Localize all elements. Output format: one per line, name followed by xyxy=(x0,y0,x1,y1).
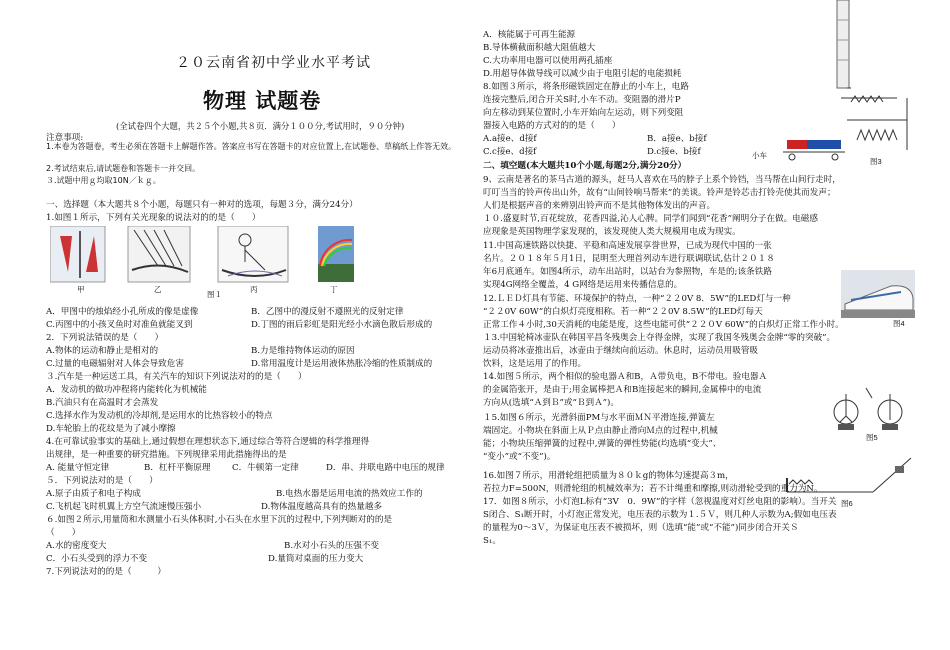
figure-1-drawing xyxy=(50,226,354,298)
q6-option-d: D.量筒对桌面的压力变大 xyxy=(268,554,364,564)
fig1-label-ding: 丁 xyxy=(330,285,338,294)
q10-line-2: 应现象是英国物理学家发现的，该发现使人类大规模用电成为现实。 xyxy=(483,227,741,237)
figure-4 xyxy=(841,270,915,328)
q1-stem: 1.如图１所示，下列有关光现象的说法对的的是（ ） xyxy=(46,213,261,223)
figure-1 xyxy=(50,226,354,298)
section1-heading: 一、选择题（本大题共８个小题，每题只有一种对的选项，每题３分，满分24分） xyxy=(46,200,358,210)
q14-line-1: 14.如图５所示，两个相似的验电器Ａ和B，Ａ带负电，B不带电。验电器Ａ xyxy=(483,372,768,382)
q8-option-c: C.c接e、d接f xyxy=(483,147,537,157)
q12-line-2: “２２0V 60W”的白炽灯亮度相称。若一种“２２0V 8.5W”的LED灯每天 xyxy=(483,307,763,317)
note-1: 1.本卷为答题卷，考生必须在答题卡上解题作答。答案应书写在答题卡的对应位置上,在试题卷、草稿纸上作答无效。 xyxy=(46,142,457,151)
q17-line-1: 17．如图８所示，小灯泡L标有“3V 0．9W”的字样（忽视温度对灯丝电阻的影响）。当开关 xyxy=(483,497,837,507)
q7-option-b: B.导体横截面积越大阻值越大 xyxy=(483,43,596,53)
q9-line-3: 人们是根据声音的来辨别出铃声而不是其他物体发出的声音。 xyxy=(483,201,716,211)
exam-title: ２０云南省初中学业水平考试 xyxy=(176,55,371,71)
q3-option-c: C.选择水作为发动机的冷却剂,是运用水的比热容较小的特点 xyxy=(46,411,273,421)
q5-option-c: C.飞机起飞时机翼上方空气流速慢压强小 xyxy=(46,502,202,512)
q4-stem-1: 4.在可靠试验事实的基础上,通过假想在理想状态下,通过综合等符合逻辑的科学推理得 xyxy=(46,437,370,447)
q17-line-3: 的量程为0～3Ｖ，为保证电压表不被损坏，则（选填“能”或“不能”)同步闭合开关Ｓ xyxy=(483,523,799,533)
q11-line-2: 名片。２０１８年５月1日，昆明至大理首列动车进行联调联试,估计２０１８ xyxy=(483,254,775,264)
q17-line-2: S闭合、S₁断开时，小灯泡正常发光，电压表的示数为１.５Ｖ，则几种人示数为A;假如电压表 xyxy=(483,510,837,520)
paper-title: 物理 试题卷 xyxy=(203,88,322,113)
fig3-car-label: 小车 xyxy=(752,151,767,160)
q4-option-a: A. 能量守恒定律 xyxy=(46,463,110,473)
q5-option-a: A.原子由质子和电子构成 xyxy=(46,489,141,499)
left-column xyxy=(46,0,466,650)
q4-stem-2: 出规律，是一种重要的研究措施。下列规律采用此措施得出的是 xyxy=(46,450,287,460)
q12-line-3: 正常工作４小时,30天消耗的电能是度，这些电能可供“２２０V 60W”的白炽灯正常工作小时。 xyxy=(483,320,844,330)
q3-option-a: A．发动机的做功冲程将内能转化为机械能 xyxy=(46,385,207,395)
q14-line-3: 方向从(选填“Ａ到Ｂ”或“Ｂ到Ａ”)。 xyxy=(483,398,619,408)
figure-5 xyxy=(826,386,915,440)
q6-option-a: A.水的密度变大 xyxy=(46,541,107,551)
right-column xyxy=(483,0,915,650)
q1-option-a: A．甲图中的烛焰经小孔所成的像是虚像 xyxy=(46,307,199,317)
q3-stem: ３.汽车是一种运送工具，有关汽车的知识下列说法对的的是（ ） xyxy=(46,372,307,382)
q2-option-b: B.力是维持物体运动的原因 xyxy=(251,346,355,356)
q15-line-4: “变小”或“不变”)。 xyxy=(483,452,556,462)
q5-stem: ５．下列说法对的是（ ） xyxy=(46,476,158,486)
q4-option-b: B．杠杆平衡原理 xyxy=(144,463,211,473)
q3-option-d: D.车轮胎上的花纹是为了减小摩擦 xyxy=(46,424,176,434)
q2-option-d: D.常用温度计是运用液体热胀冷缩的性质制成的 xyxy=(251,359,433,369)
note-3: ３.试题中用ｇ均取10N／ｋｇ。 xyxy=(46,176,161,185)
q2-option-c: C.过量的电磁辐射对人体会导致危害 xyxy=(46,359,184,369)
q15-line-1: １5.如图６所示，光滑斜面PM与水平面ＭＮ平滑连接,弹簧左 xyxy=(483,413,715,423)
fig5-caption: 图5 xyxy=(866,433,878,442)
q6-option-b: B.水对小石头的压强不变 xyxy=(284,541,379,551)
q16-line-1: 16.如图７所示，用滑轮组把质量为８０ｋg的物体匀速提高３m， xyxy=(483,471,734,481)
q1-option-d: D.丁图的雨后彩虹是阳光经小水滴色散后形成的 xyxy=(251,320,433,330)
q8-stem-3: 向左移动到某位置时,小车开始向左运动，则下列变阻 xyxy=(483,108,684,118)
q7-stem: 7.下列说法对的的是（ ） xyxy=(46,567,166,577)
q11-line-3: 年6月底通车。如图4所示，动车出站时，以站台为参照物，车是的;该条铁路 xyxy=(483,267,772,277)
q7-option-c: C.大功率用电器可以使用两孔插座 xyxy=(483,56,613,66)
fig1-label-yi: 乙 xyxy=(154,285,162,294)
fig1-label-bing: 丙 xyxy=(250,285,258,294)
section2-heading: 二、填空题(本大题共10个小题,每题2分,满分20分） xyxy=(483,161,687,171)
q13-line-2: 运动员将冰壶推出后，冰壶由于继续向前运动。休息时，运动员用吸管吸 xyxy=(483,346,759,356)
q6-stem-2: （ ） xyxy=(46,528,81,538)
q5-option-b: B.电热水器是运用电流的热效应工作的 xyxy=(276,489,423,499)
q8-option-d: D.c接e、b接f xyxy=(647,147,701,157)
paper-subtitle: (全试卷四个大题，共２５个小题,共８页．满分１００分,考试用时，９０分钟) xyxy=(116,121,405,131)
q8-stem-4: 器接入电路的方式对的的是（ ） xyxy=(483,121,621,131)
q3-option-b: B.汽油只有在高温时才会蒸发 xyxy=(46,398,159,408)
fig4-caption: 图4 xyxy=(893,319,905,328)
q9-line-1: 9、云南是著名的茶马古道的源头，赶马人喜欢在马的脖子上系个铃铛，当马帮在山间行走时， xyxy=(483,175,841,185)
figure-3-drawing xyxy=(747,0,915,165)
q8-stem-2: 连接完整后,闭合开关S时,小车不动。变阻器的滑片P xyxy=(483,95,681,105)
q13-line-1: １3.中国轮椅冰壶队在韩国平昌冬残奥会上夺得金牌，实现了我国冬残奥会金牌“零的突破”。 xyxy=(483,333,836,343)
q5-option-d: D.物体温度越高具有的热量越多 xyxy=(261,502,383,512)
q12-line-1: 12.ＬＥＤ灯具有节能、环境保护的特点，一种“２２0V 8．5W”的LED灯与一种 xyxy=(483,294,791,304)
note-2: 2.考试结束后,请试题卷和答题卡一并交回。 xyxy=(46,164,201,173)
q8-option-a: A.a接e、d接f xyxy=(483,134,537,144)
q11-line-1: 11.中国高速铁路以快捷、平稳和高速发展享誉世界，已成为现代中国的一张 xyxy=(483,241,772,251)
fig1-caption: 图１ xyxy=(207,290,222,299)
q1-option-c: C.丙图中的小孩叉鱼时对准鱼就能叉到 xyxy=(46,320,193,330)
q11-line-4: 实现4G网络全覆盖，4 G网络是运用来传播信息的。 xyxy=(483,280,683,290)
q2-option-a: A.物体的运动和静止是相对的 xyxy=(46,346,159,356)
q9-line-2: 叮叮当当的铃声传出山外，故有“山间铃响马帮来”的美谈。铃声是铃芯击打铃壳使其而发声； xyxy=(483,188,836,198)
figure-3 xyxy=(747,0,915,165)
q4-option-d: D．串、并联电路中电压的规律 xyxy=(326,463,445,473)
q6-option-c: C．小石头受到的浮力不变 xyxy=(46,554,148,564)
q15-line-2: 端固定。小物块在斜面上从Ｐ点由静止滑向Ｍ点的过程中,机械 xyxy=(483,426,718,436)
q8-option-b: B．a接e、b接f xyxy=(647,134,707,144)
q17-line-4: S₁。 xyxy=(483,536,501,546)
q7-option-a: A．核能属于可再生能源 xyxy=(483,30,576,40)
fig1-label-jia: 甲 xyxy=(77,285,85,294)
q8-stem-1: 8.如图３所示，将条形磁铁固定在静止的小车上，电路 xyxy=(483,82,689,92)
figure-4-train xyxy=(841,270,915,318)
q13-line-3: 饮料，这是运用了的作用。 xyxy=(483,359,587,369)
notes-heading: 注意事项: xyxy=(46,133,84,143)
q14-line-2: 的金属箔张开，是由于;用金属棒把Ａ和B连接起来的瞬间,金属棒中的电流 xyxy=(483,385,762,395)
q10-line-1: １０.盛夏时节,百花绽放，花香四溢,沁人心脾。同学们闻到“花香”阐明分子在做。电磁感 xyxy=(483,214,818,224)
q2-stem: 2．下列说法错误的是（ ） xyxy=(46,333,164,343)
q4-option-c: C．牛顿第一定律 xyxy=(232,463,299,473)
q15-line-3: 能；小物块压缩弹簧的过程中,弹簧的弹性势能(均选填“变大”、 xyxy=(483,439,722,449)
q16-line-2: 若拉力F=500N，则滑轮组的机械效率为；若不计绳重和摩擦,则动滑轮受到的重力为N。 xyxy=(483,484,823,494)
fig3-caption: 图3 xyxy=(870,157,882,166)
fig6-caption: 图6 xyxy=(841,499,853,508)
q7-option-d: D.用超导体做导线可以减少由于电阻引起的电能损耗 xyxy=(483,69,682,79)
q1-option-b: B．乙图中的漫反射不遵照光的反射定律 xyxy=(251,307,404,317)
q6-stem-1: ６.如图２所示,用量筒和水测量小石头体积时,小石头在水里下沉的过程中,下列判断对的的是 xyxy=(46,515,393,525)
figure-5-electroscopes xyxy=(826,386,915,434)
